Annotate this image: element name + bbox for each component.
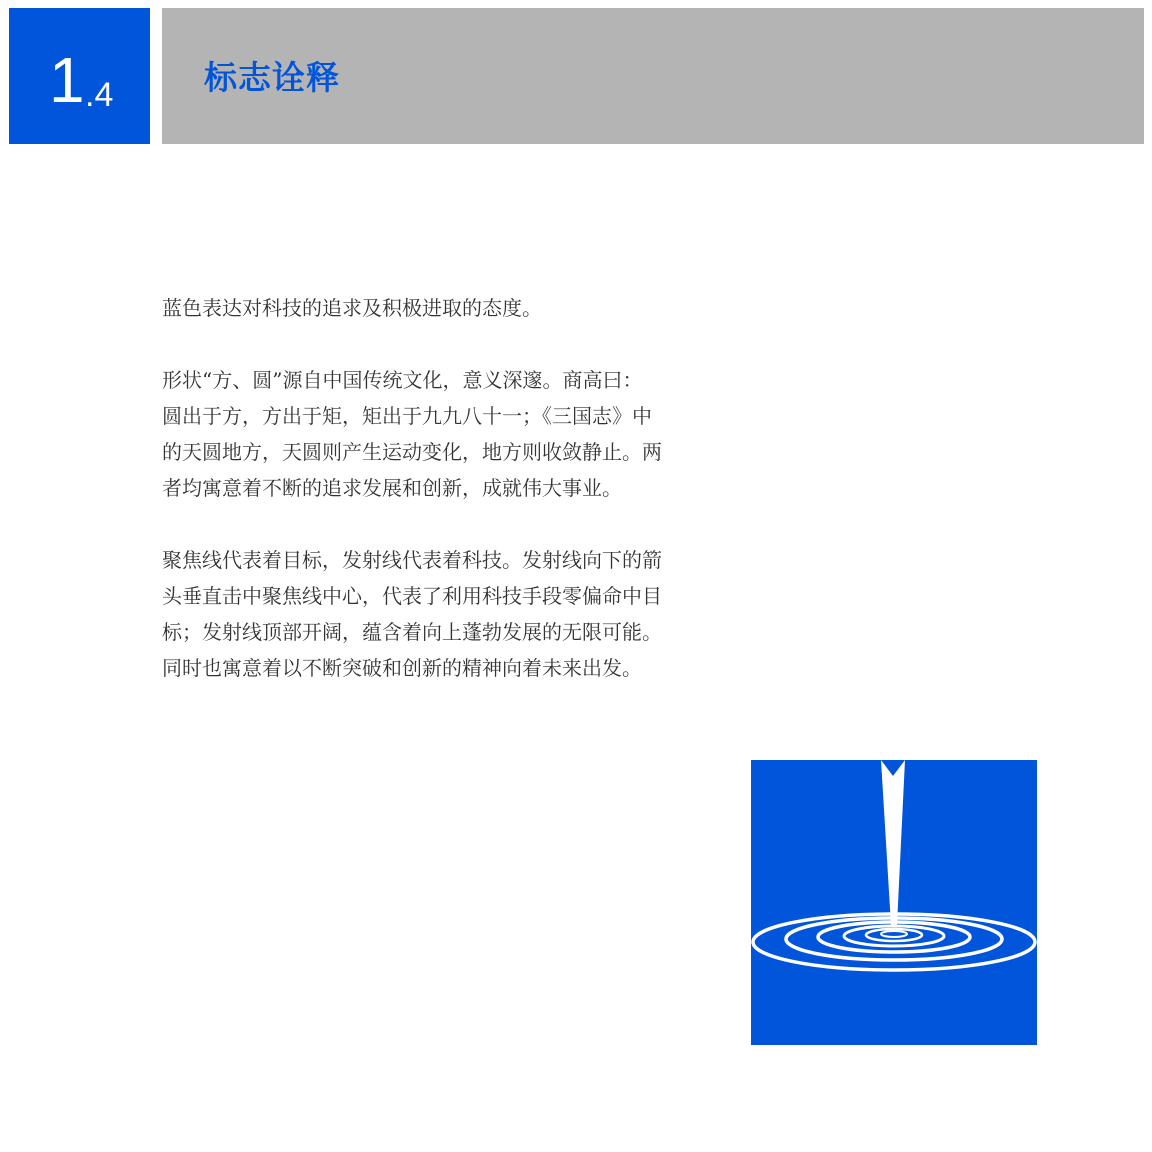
section-number-box — [9, 8, 150, 144]
paragraph-lines-meaning: 聚焦线代表着目标，发射线代表着科技。发射线向下的箭头垂直击中聚焦线中心，代表了利用科技手段零偏命中目标；发射线顶部开阔，蕴含着向上蓬勃发展的无限可能。同时也寓意着以不断突破和创新的精神向着未来出发。 — [162, 548, 662, 680]
section-number-sub: .4 — [85, 76, 114, 114]
brand-logo — [751, 760, 1037, 1045]
body-text — [162, 290, 662, 722]
paragraph-shape-meaning: 形状“方、圆”源自中国传统文化，意义深邃。商高曰：圆出于方，方出于矩，矩出于九九八十一；《三国志》中的天圆地方，天圆则产生运动变化，地方则收敛静止。两者均寓意着不断的追求发展和创新，成就伟大事业。 — [162, 368, 662, 500]
paragraph-color-meaning: 蓝色表达对科技的追求及积极进取的态度。 — [162, 296, 542, 320]
ripple-logo-icon — [751, 760, 1037, 1045]
section-number-main: 1 — [49, 44, 85, 116]
header-bar — [162, 8, 1144, 144]
section-title: 标志诠释 — [204, 58, 340, 97]
